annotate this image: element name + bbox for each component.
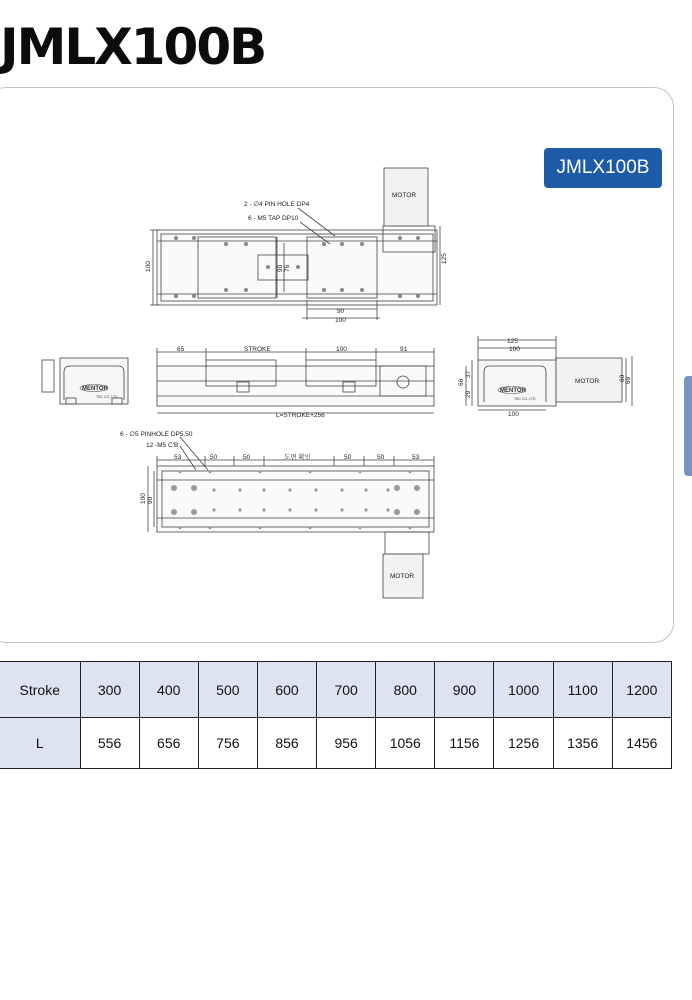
side-dim-69: 69: [625, 376, 632, 384]
length-cell: 1056: [376, 718, 435, 769]
side-logo-sub: TBC CO.,LTD: [514, 397, 536, 401]
side-dim-66: 66: [458, 378, 465, 386]
page-title: JMLX100B: [0, 18, 266, 76]
front-dim-stroke: STROKE: [244, 346, 271, 353]
stroke-cell: 800: [376, 662, 435, 718]
model-badge: JMLX100B: [544, 148, 662, 188]
length-cell: 756: [198, 718, 257, 769]
stroke-cell: 600: [257, 662, 316, 718]
stroke-cell: 700: [317, 662, 376, 718]
bottom-dim-100: 100: [140, 493, 147, 504]
side-dim-60: 60: [619, 374, 626, 382]
length-cell: 1356: [553, 718, 612, 769]
side-motor-label: MOTOR: [575, 378, 600, 385]
length-row: [0, 718, 672, 769]
stroke-cell: 500: [198, 662, 257, 718]
stroke-cell: 1000: [494, 662, 553, 718]
stroke-cell: 1200: [612, 662, 671, 718]
bottom-note-pinhole: 6 - ∅5 PINHOLE DP5.50: [120, 431, 193, 438]
stroke-cell: 1100: [553, 662, 612, 718]
bottom-note-cb: 12 -M5 C'B: [146, 442, 179, 449]
top-dim-bottom-90: 90: [337, 308, 345, 315]
top-dim-bottom-100: 100: [335, 317, 346, 324]
stroke-cell: 900: [435, 662, 494, 718]
stroke-cell: 300: [80, 662, 139, 718]
top-dim-100: 100: [145, 261, 152, 272]
bottom-motor-label: MOTOR: [390, 573, 415, 580]
length-label: L: [0, 718, 80, 769]
bottom-dim-50-b: 50: [243, 454, 251, 461]
end-logo-sub: TBC CO.,LTD: [96, 395, 118, 399]
length-cell: 656: [139, 718, 198, 769]
top-view: [150, 168, 440, 320]
side-view: [466, 336, 632, 410]
bottom-dim-53-left: 53: [174, 454, 182, 461]
front-dim-total: L=STROKE+256: [276, 412, 325, 419]
stroke-cell: 400: [139, 662, 198, 718]
front-dim-91: 91: [400, 346, 408, 353]
side-dim-100-bottom: 100: [508, 411, 519, 418]
top-dim-125: 125: [441, 253, 448, 264]
side-dim-29: 29: [465, 390, 472, 398]
front-view: [157, 348, 434, 413]
top-motor-label: MOTOR: [392, 192, 417, 199]
length-cell: 1156: [435, 718, 494, 769]
bottom-dim-50-d: 50: [377, 454, 385, 461]
top-dim-76: 76: [284, 264, 291, 272]
stroke-row: [0, 662, 672, 718]
top-note-pin-hole: 2 - ∅4 PIN HOLE DP4: [244, 201, 310, 208]
bottom-dim-50-a: 50: [210, 454, 218, 461]
side-dim-37: 37: [465, 370, 472, 378]
top-note-tap: 6 - M5 TAP DP10: [248, 215, 299, 222]
side-dim-125: 125: [507, 338, 518, 345]
length-cell: 956: [317, 718, 376, 769]
side-dim-100-top: 100: [509, 346, 520, 353]
bottom-dim-90: 90: [147, 496, 154, 504]
top-dim-90: 90: [277, 264, 284, 272]
length-cell: 1456: [612, 718, 671, 769]
length-cell: 1256: [494, 718, 553, 769]
spec-table: [0, 661, 672, 769]
length-cell: 556: [80, 718, 139, 769]
front-dim-100: 100: [336, 346, 347, 353]
bottom-dim-50-c: 50: [344, 454, 352, 461]
bottom-dim-center: 도면 확인: [284, 454, 311, 461]
front-dim-65: 65: [177, 346, 185, 353]
side-logo-text: MENTOR: [500, 388, 526, 394]
bottom-dim-53-right: 53: [412, 454, 420, 461]
stroke-label: Stroke: [0, 662, 80, 718]
length-cell: 856: [257, 718, 316, 769]
end-logo-text: MENTOR: [82, 386, 108, 392]
